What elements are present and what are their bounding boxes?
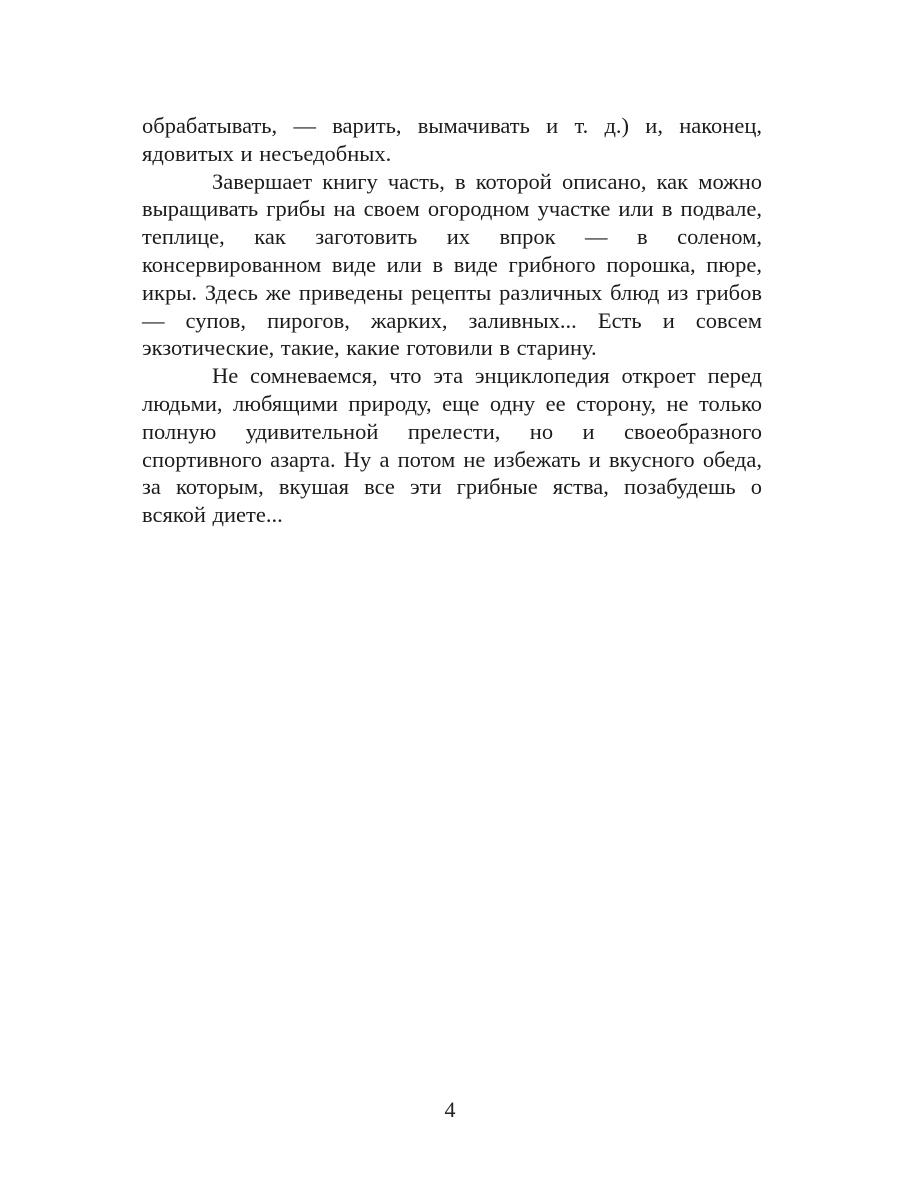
body-text bbox=[142, 112, 762, 529]
paragraph-continuation: обрабатывать, — варить, вымачивать и т. д.) и, наконец, ядовитых и несъедобных. bbox=[142, 113, 762, 166]
paragraph: Не сомневаемся, что эта энциклопедия откроет перед людьми, любящими природу, еще одну ее сторону, не только полную удивительной прелести, но и своеобразного спортивного азарта. Ну а потом не избежать и вкусного обеда, за которым, вкушая все эти грибные яства, позабудешь о всякой диете... bbox=[142, 363, 762, 528]
paragraph: Завершает книгу часть, в которой описано, как можно выращивать грибы на своем огородном участке или в подвале, теплице, как заготовить их впрок — в соленом, консервированном виде или в виде грибного порошка, пюре, икры. Здесь же приведены рецепты различных блюд из грибов — супов, пирогов, жарких, заливных... Есть и совсем экзотические, такие, какие готовили в старину. bbox=[142, 168, 762, 361]
page-number: 4 bbox=[444, 1097, 456, 1122]
page-footer bbox=[0, 1097, 900, 1123]
